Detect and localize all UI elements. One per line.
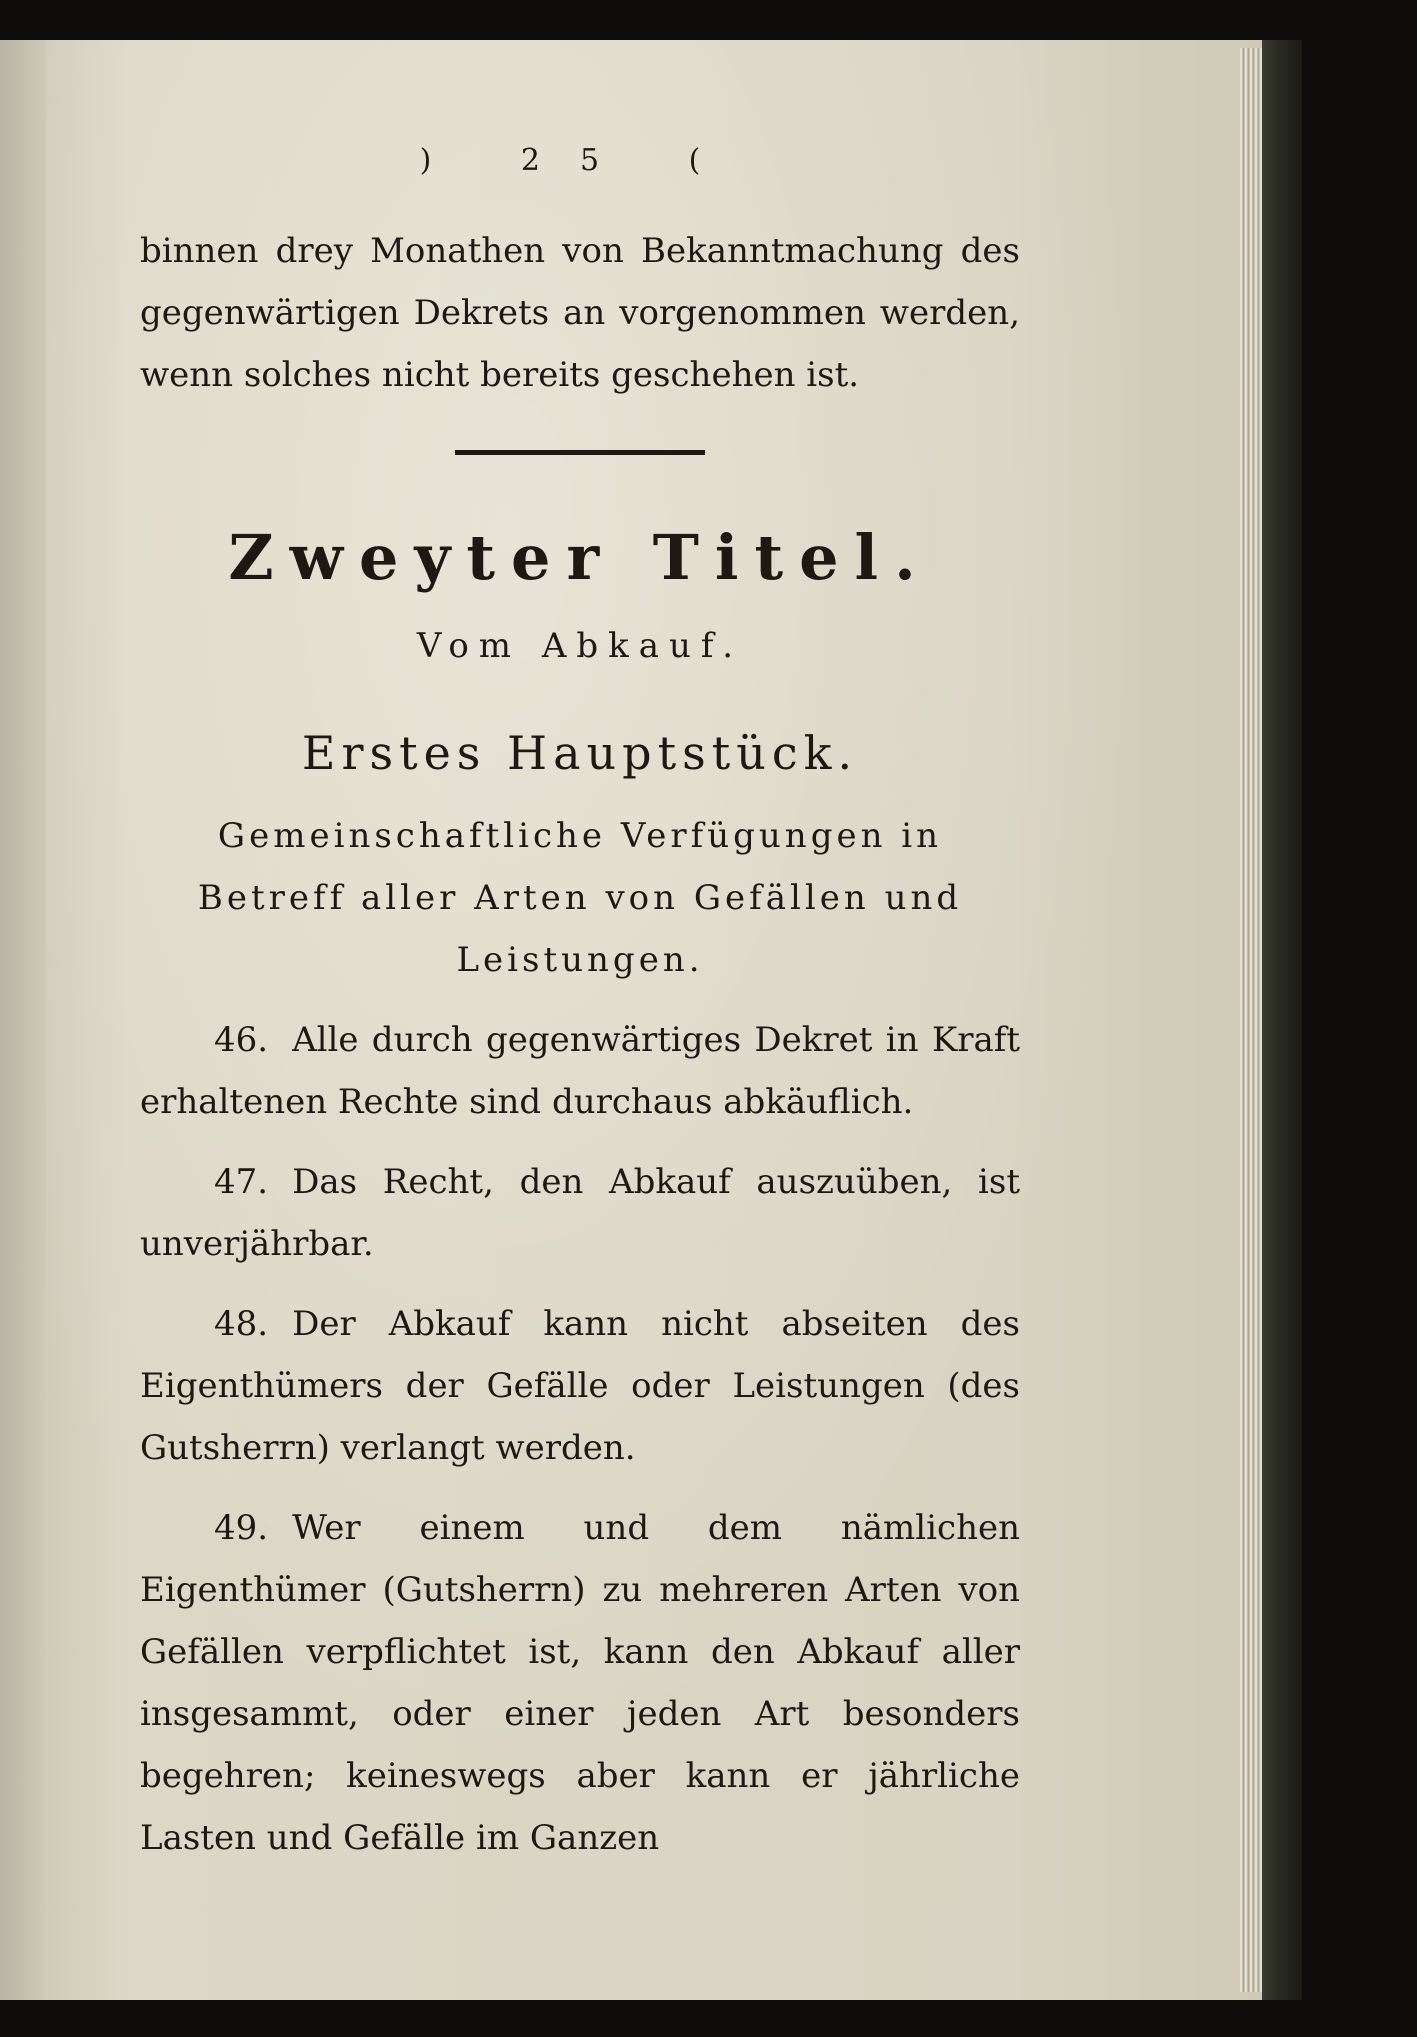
article-text: Wer einem und dem nämlichen Eigenthümer (Gutsherrn) zu mehreren Arten von Gefällen verpflichtet ist, kann den Abkauf aller insgesammt, oder einer jeden Art besonders begehren; keineswegs aber kann er jährliche Lasten und Gefälle im Ganzen <box>140 1508 1020 1858</box>
book-cover-edge <box>1262 40 1302 2000</box>
article-number: 46. <box>214 1020 269 1060</box>
intro-paragraph: binnen drey Monathen von Bekanntmachung des gegenwärtigen Dekrets an vorgenommen werden, wenn solches nicht bereits geschehen ist. <box>140 231 1020 395</box>
article-46 <box>140 1009 1020 1133</box>
article-text: Alle durch gegenwärtiges Dekret in Kraft erhaltenen Rechte sind durchaus abkäuflich. <box>140 1020 1020 1122</box>
article-number: 47. <box>214 1162 269 1202</box>
section-subtitle: Vom Abkauf. <box>416 626 744 666</box>
article-48 <box>140 1293 1020 1479</box>
article-number: 49. <box>214 1508 269 1548</box>
page-gutter <box>0 40 46 2000</box>
chapter-subtitle: Gemeinschaftliche Verfügungen in Betreff aller Arten von Gefällen und Leistungen. <box>197 816 963 980</box>
article-text: Der Abkauf kann nicht abseiten des Eigenthümers der Gefälle oder Leistungen (des Gutsherrn) verlangt werden. <box>140 1304 1020 1468</box>
chapter-title: Erstes Hauptstück. <box>301 726 859 780</box>
page-header: ) 25 ( <box>419 143 741 178</box>
article-text: Das Recht, den Abkauf auszuüben, ist unverjährbar. <box>140 1162 1020 1264</box>
section-title: Zweyter Titel. <box>228 521 932 594</box>
section-divider <box>455 450 705 455</box>
article-47 <box>140 1151 1020 1275</box>
article-number: 48. <box>214 1304 269 1344</box>
page-text <box>140 130 1020 1869</box>
article-49 <box>140 1497 1020 1869</box>
